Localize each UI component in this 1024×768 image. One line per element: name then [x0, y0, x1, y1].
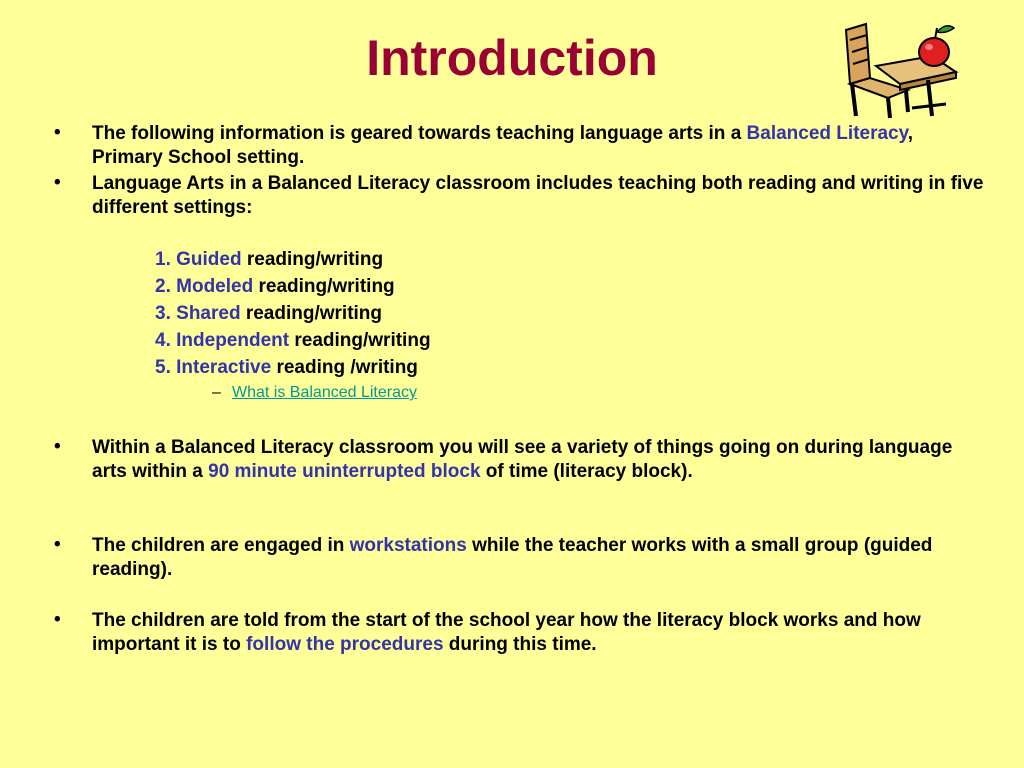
- numbered-item-word: Interactive: [176, 357, 272, 378]
- numbered-item-rest: reading/writing: [240, 303, 383, 324]
- school-desk-apple-icon: [836, 18, 968, 122]
- slide-title: Introduction: [366, 30, 658, 86]
- numbered-item-rest: reading /writing: [271, 357, 418, 378]
- highlight-follow-procedures: follow the procedures: [246, 634, 444, 655]
- bullet-text-1: [92, 122, 987, 170]
- bullet-marker: •: [54, 609, 61, 630]
- bullet-text-2: [92, 172, 987, 220]
- bullet-marker: •: [54, 172, 61, 193]
- text-run: of time (literacy block).: [480, 461, 693, 482]
- numbered-item-3: [155, 302, 382, 326]
- numbered-item-num: 2.: [155, 276, 171, 297]
- numbered-item-word: Modeled: [176, 276, 254, 297]
- numbered-item-num: 1.: [155, 249, 171, 270]
- numbered-item-num: 5.: [155, 357, 171, 378]
- text-run: The following information is geared towards teaching language arts in a: [92, 123, 747, 144]
- text-run: The children are told from the start of the school year how the literacy block works and how important it is to: [92, 610, 921, 655]
- bullet-text-5: [92, 609, 987, 657]
- bullet-marker: •: [54, 122, 61, 143]
- numbered-item-rest: reading/writing: [253, 276, 395, 297]
- text-run: Language Arts in a Balanced Literacy classroom includes teaching both reading and writing in five different settings:: [92, 173, 984, 218]
- highlight-workstations: workstations: [349, 535, 467, 556]
- highlight-90-minute-block: 90 minute uninterrupted block: [208, 461, 481, 482]
- numbered-item-4: [155, 329, 431, 353]
- numbered-item-5: [155, 356, 418, 380]
- sub-bullet-dash: –: [212, 384, 221, 401]
- highlight-balanced-literacy: Balanced Literacy: [746, 123, 908, 144]
- numbered-item-num: 3.: [155, 303, 171, 324]
- bullet-text-3: [92, 436, 987, 484]
- text-run: while the teacher works with a small group (guided reading).: [92, 535, 933, 580]
- numbered-item-num: 4.: [155, 330, 171, 351]
- bullet-marker: •: [54, 436, 61, 457]
- text-run: Within a Balanced Literacy classroom you will see a variety of things going on during language arts within a: [92, 437, 953, 482]
- numbered-item-word: Independent: [176, 330, 290, 351]
- text-run: The children are engaged in: [92, 535, 350, 556]
- numbered-item-2: [155, 275, 395, 299]
- numbered-item-rest: reading/writing: [241, 249, 384, 270]
- numbered-item-rest: reading/writing: [289, 330, 431, 351]
- numbered-item-word: Shared: [176, 303, 241, 324]
- bullet-text-4: [92, 534, 987, 582]
- text-run: during this time.: [443, 634, 597, 655]
- balanced-literacy-link[interactable]: What is Balanced Literacy: [232, 384, 417, 401]
- numbered-item-word: Guided: [176, 249, 242, 270]
- bullet-marker: •: [54, 534, 61, 555]
- text-run: , Primary School setting.: [92, 123, 914, 168]
- numbered-item-1: [155, 248, 383, 272]
